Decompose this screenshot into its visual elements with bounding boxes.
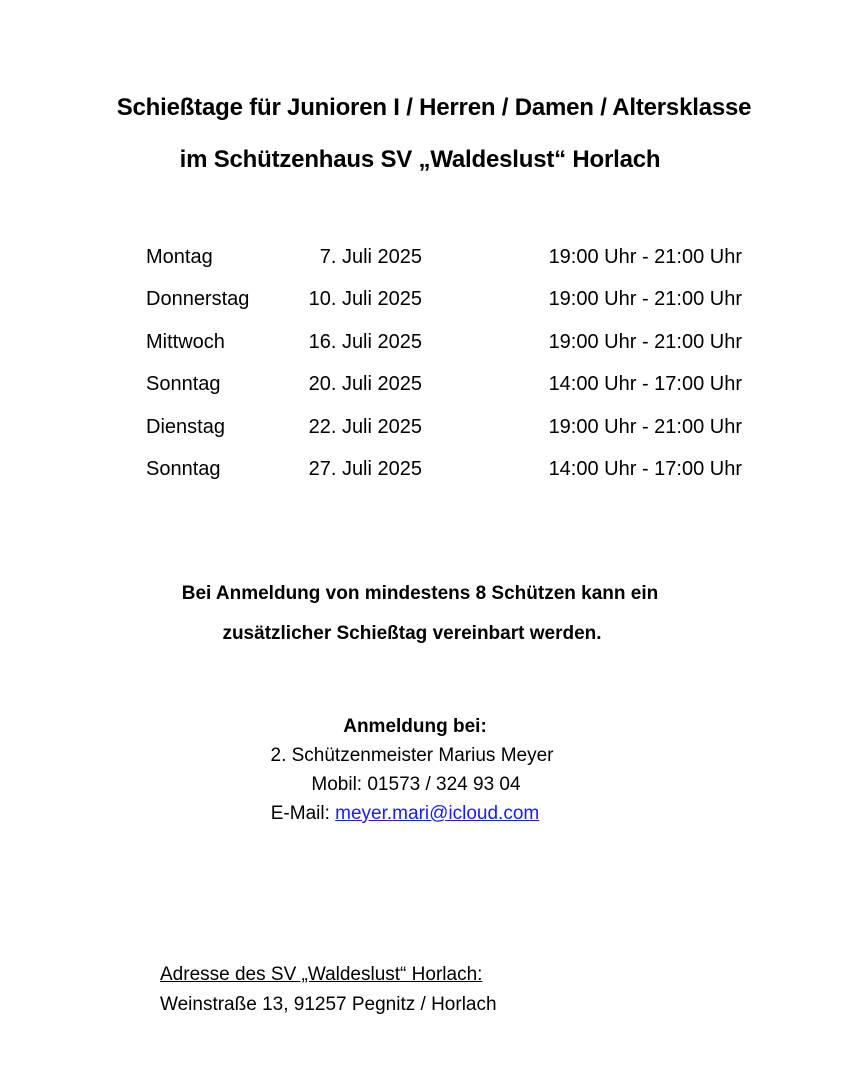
schedule-time: 14:00 Uhr - 17:00 Uhr <box>548 373 742 396</box>
email-link[interactable]: meyer.mari@icloud.com <box>335 803 540 824</box>
schedule-time: 19:00 Uhr - 21:00 Uhr <box>548 415 742 438</box>
schedule-day: Sonntag <box>146 373 221 396</box>
schedule-day: Sonntag <box>146 457 221 480</box>
contact-mobile: Mobil: 01573 / 324 93 04 <box>311 774 521 795</box>
schedule-day: Donnerstag <box>146 288 250 311</box>
note-line-2: zusätzlicher Schießtag vereinbart werden. <box>222 623 602 644</box>
email-label: E-Mail: <box>270 803 336 824</box>
schedule-time: 19:00 Uhr - 21:00 Uhr <box>548 330 742 353</box>
address-heading: Adresse des SV „Waldeslust“ Horlach: <box>160 964 483 985</box>
address-block <box>160 960 497 1020</box>
schedule-day: Dienstag <box>146 415 225 438</box>
schedule-time: 14:00 Uhr - 17:00 Uhr <box>548 457 742 480</box>
schedule-date: 16. Juli 2025 <box>308 330 422 353</box>
contact-block <box>0 712 844 828</box>
schedule-time: 19:00 Uhr - 21:00 Uhr <box>548 246 742 268</box>
schedule-time: 19:00 Uhr - 21:00 Uhr <box>548 288 742 311</box>
schedule-day: Mittwoch <box>146 330 225 353</box>
schedule-date: 7. Juli 2025 <box>319 246 422 268</box>
schedule-row <box>146 327 766 369</box>
address-street: Weinstraße 13, 91257 Pegnitz / Horlach <box>160 994 497 1015</box>
schedule-day: Montag <box>146 246 213 268</box>
schedule-date: 10. Juli 2025 <box>308 288 422 311</box>
document-title-line-1: Schießtage für Junioren I / Herren / Damen / Altersklasse <box>116 94 752 121</box>
schedule-date: 27. Juli 2025 <box>308 457 422 480</box>
schedule-row <box>146 284 766 326</box>
contact-email-line <box>0 799 844 828</box>
schedule-date: 22. Juli 2025 <box>308 415 422 438</box>
schedule-table <box>146 242 766 496</box>
contact-name: 2. Schützenmeister Marius Meyer <box>270 745 554 766</box>
schedule-date: 20. Juli 2025 <box>308 373 422 396</box>
contact-heading: Anmeldung bei: <box>343 716 487 737</box>
note-line-1: Bei Anmeldung von mindestens 8 Schützen kann ein <box>181 583 659 604</box>
document-title-line-2: im Schützenhaus SV „Waldeslust“ Horlach <box>179 146 661 173</box>
schedule-row <box>146 412 766 454</box>
schedule-row <box>146 242 766 284</box>
schedule-row <box>146 369 766 411</box>
schedule-row <box>146 454 766 496</box>
